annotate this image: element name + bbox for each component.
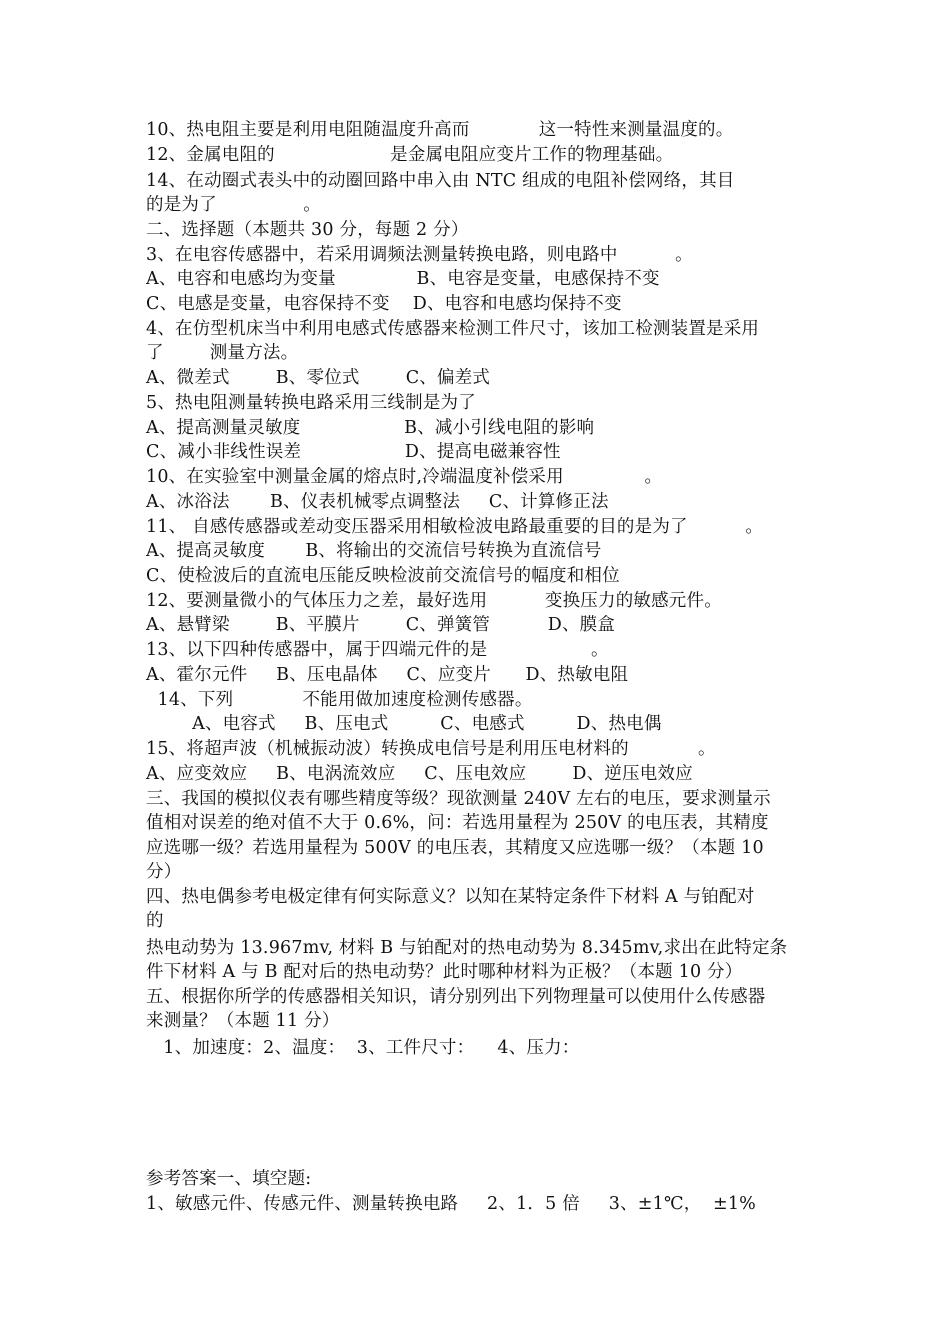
choice-question-15: 15、将超声波（机械振动波）转换成电信号是利用压电材料的 。 (146, 739, 716, 759)
choice-question-10-options: A、冰浴法 B、仪表机械零点调整法 C、计算修正法 (146, 492, 609, 512)
choice-question-10: 10、在实验室中测量金属的熔点时,冷端温度补偿采用 。 (146, 467, 663, 487)
section-four-line-1: 四、热电偶参考电极定律有何实际意义？以知在某特定条件下材料 A 与铂配对 (146, 887, 755, 907)
choice-question-11: 11、 自感传感器或差动变压器采用相敏检波电路最重要的目的是为了 。 (146, 517, 764, 537)
section-four-line-3: 热电动势为 13.967mv, 材料 B 与铂配对的热电动势为 8.345mv,求出在此特定条 (146, 938, 788, 958)
choice-question-5: 5、热电阻测量转换电路采用三线制是为了 (146, 393, 476, 413)
choice-question-3: 3、在电容传感器中，若采用调频法测量转换电路，则电路中 。 (146, 245, 693, 265)
section-five-line-2: 来测量？（本题 11 分） (146, 1011, 340, 1031)
section-five-line-1: 五、根据你所学的传感器相关知识，请分别列出下列物理量可以使用什么传感器 (146, 987, 766, 1007)
section-three-line-3: 应选哪一级？若选用量程为 500V 的电压表，其精度又应选哪一级？（本题 10 (146, 838, 764, 858)
choice-question-4-line-2: 了 测量方法。 (146, 343, 299, 363)
section-four-line-4: 件下材料 A 与 B 配对后的热电动势？此时哪种材料为正极？（本题 10 分） (146, 962, 743, 982)
section-three-line-2: 值相对误差的绝对值不大于 0.6%，问：若选用量程为 250V 的电压表，其精度 (146, 813, 769, 833)
choice-question-4-options: A、微差式 B、零位式 C、偏差式 (146, 368, 491, 388)
choice-question-13: 13、以下四种传感器中，属于四端元件的是 。 (146, 640, 609, 660)
fill-blank-question-14-line-2: 的是为了 。 (146, 195, 321, 215)
section-three-line-4: 分） (146, 862, 182, 882)
choice-question-3-options-ab: A、电容和电感均为变量 B、电容是变量，电感保持不变 (146, 269, 660, 289)
section-three-line-1: 三、我国的模拟仪表有哪些精度等级？现欲测量 240V 左右的电压，要求测量示 (146, 789, 771, 809)
section-four-line-2: 的 (146, 911, 164, 931)
answer-key-line-1: 1、敏感元件、传感元件、测量转换电路 2、1．5 倍 3、±1℃， ±1% (146, 1194, 756, 1214)
fill-blank-question-12: 12、金属电阻的 是金属电阻应变片工作的物理基础。 (146, 145, 674, 165)
section-five-items: 1、加速度：2、温度： 3、工件尺寸： 4、压力： (146, 1038, 580, 1058)
choice-question-5-options-ab: A、提高测量灵敏度 B、减小引线电阻的影响 (146, 418, 595, 438)
choice-question-5-options-cd: C、减小非线性误差 D、提高电磁兼容性 (146, 442, 561, 462)
fill-blank-question-14-line-1: 14、在动圈式表头中的动圈回路中串入由 NTC 组成的电阻补偿网络，其目 (146, 171, 735, 191)
fill-blank-question-10: 10、热电阻主要是利用电阻随温度升高而 这一特性来测量温度的。 (146, 120, 734, 140)
choice-question-12: 12、要测量微小的气体压力之差，最好选用 变换压力的敏感元件。 (146, 591, 722, 611)
choice-question-4-line-1: 4、在仿型机床当中利用电感式传感器来检测工件尺寸，该加工检测装置是采用 (146, 319, 760, 339)
choice-question-11-options-ab: A、提高灵敏度 B、将输出的交流信号转换为直流信号 (146, 541, 602, 561)
answer-key-heading: 参考答案一、填空题: (146, 1169, 312, 1189)
choice-question-13-options: A、霍尔元件 B、压电晶体 C、应变片 D、热敏电阻 (146, 665, 629, 685)
choice-question-14-options: A、电容式 B、压电式 C、电感式 D、热电偶 (146, 714, 662, 734)
choice-question-14: 14、下列 不能用做加速度检测传感器。 (146, 690, 533, 710)
section-heading-choice: 二、选择题（本题共 30 分，每题 2 分） (146, 220, 469, 240)
choice-question-3-options-cd: C、电感是变量，电容保持不变 D、电容和电感均保持不变 (146, 294, 622, 314)
choice-question-15-options: A、应变效应 B、电涡流效应 C、压电效应 D、逆压电效应 (146, 764, 693, 784)
choice-question-12-options: A、悬臂梁 B、平膜片 C、弹簧管 D、膜盒 (146, 615, 616, 635)
choice-question-11-option-c: C、使检波后的直流电压能反映检波前交流信号的幅度和相位 (146, 566, 620, 586)
